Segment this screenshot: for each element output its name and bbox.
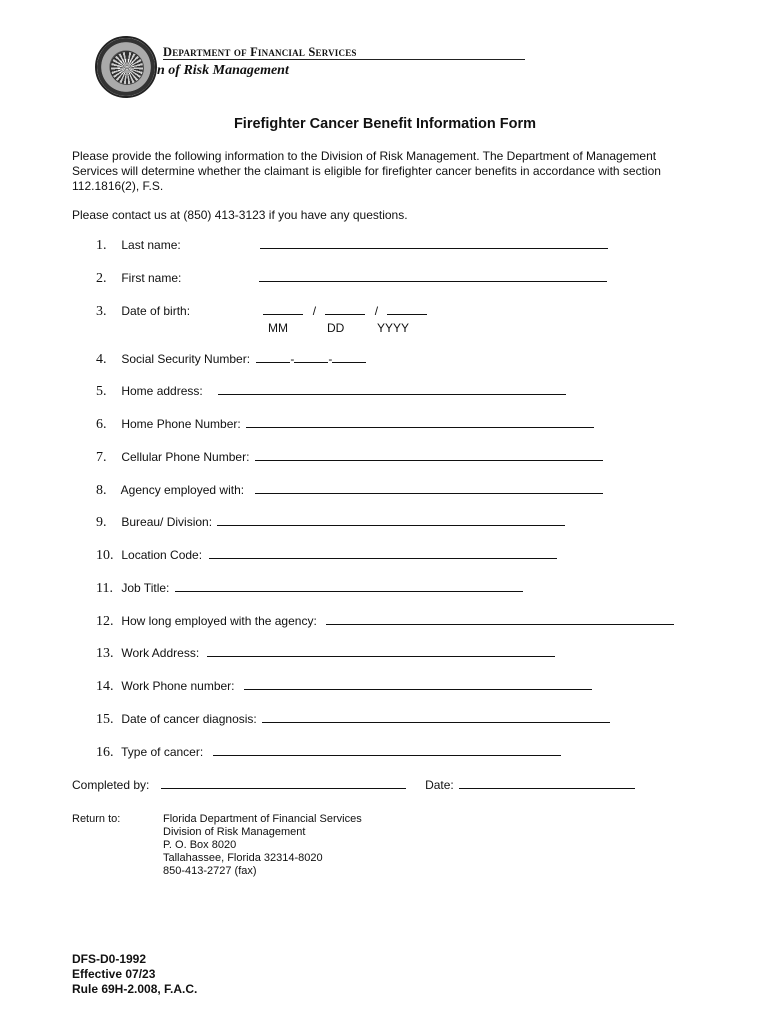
bureau-division-input-line[interactable] (217, 515, 565, 526)
rule-reference: Rule 69H-2.008, F.A.C. (72, 982, 198, 996)
agency-input-line[interactable] (255, 483, 603, 494)
field-label: Type of cancer: (121, 745, 204, 759)
field-number: 4. (96, 352, 107, 367)
completed-by-input-line[interactable] (161, 778, 406, 789)
form-number: DFS-D0-1992 (72, 952, 147, 966)
field-number: 1. (96, 238, 107, 253)
field-label: Agency employed with: (120, 483, 245, 497)
field-number: 2. (96, 271, 107, 286)
dob-mm-hint: MM (268, 321, 288, 335)
intro-paragraph: Please provide the following information to the Division of Risk Management. The Department of Management Services will determine whether the claimant is eligible for firefighter cancer benefits in accordance with section 112.1816(2), F.S. (72, 149, 661, 193)
date-input-line[interactable] (459, 778, 635, 789)
field-number: 6. (96, 417, 107, 432)
work-phone-input-line[interactable] (244, 679, 592, 690)
field-home-phone (96, 417, 594, 433)
field-label: Bureau/ Division: (121, 515, 213, 529)
address-line: Division of Risk Management (163, 826, 306, 838)
field-label: Home address: (121, 384, 203, 398)
field-location-code (96, 548, 557, 564)
last-name-input-line[interactable] (260, 238, 608, 249)
field-label: First name: (121, 271, 182, 285)
home-address-input-line[interactable] (218, 384, 566, 395)
field-number: 12. (96, 614, 114, 629)
field-label: Home Phone Number: (121, 417, 241, 431)
location-code-input-line[interactable] (209, 548, 557, 559)
dob-yyyy-hint: YYYY (377, 321, 410, 335)
date-label: Date: (425, 778, 454, 792)
field-job-title (96, 581, 523, 597)
field-agency (96, 483, 603, 499)
cancer-type-input-line[interactable] (213, 745, 561, 756)
field-number: 7. (96, 450, 107, 465)
field-label: Cellular Phone Number: (121, 450, 250, 464)
field-diagnosis-date (96, 712, 610, 728)
field-label: Social Security Number: (121, 352, 251, 366)
state-seal-logo (95, 36, 157, 98)
return-to-label: Return to: (72, 813, 121, 825)
field-cancer-type (96, 745, 561, 761)
field-date-of-birth (96, 304, 427, 320)
address-line: P. O. Box 8020 (163, 839, 237, 851)
ssn-separator: - (290, 352, 295, 366)
dob-dd-hint: DD (327, 321, 345, 335)
field-label: How long employed with the agency: (121, 614, 317, 628)
form-title: Firefighter Cancer Benefit Information Form (233, 116, 537, 132)
field-work-address (96, 646, 555, 662)
work-address-input-line[interactable] (207, 646, 555, 657)
address-line: 850-413-2727 (fax) (163, 865, 257, 877)
field-label: Work Address: (121, 646, 200, 660)
dob-slash: / (312, 304, 317, 318)
field-label: Date of cancer diagnosis: (121, 712, 257, 726)
field-label: Last name: (121, 238, 181, 252)
dob-day-input-line[interactable] (325, 304, 365, 315)
employment-length-input-line[interactable] (326, 614, 674, 625)
first-name-input-line[interactable] (259, 271, 607, 282)
field-last-name (96, 238, 608, 254)
dob-month-input-line[interactable] (263, 304, 303, 315)
field-label: Date of birth: (121, 304, 191, 318)
completed-by-label: Completed by: (72, 778, 150, 792)
field-bureau-division (96, 515, 565, 531)
address-line: Tallahassee, Florida 32314-8020 (163, 852, 323, 864)
field-work-phone (96, 679, 592, 695)
dob-year-input-line[interactable] (387, 304, 427, 315)
field-number: 9. (96, 515, 107, 530)
return-address (163, 813, 362, 878)
ssn-part2-input-line[interactable] (294, 352, 328, 363)
address-line: Florida Department of Financial Services (163, 813, 362, 825)
cell-phone-input-line[interactable] (255, 450, 603, 461)
field-home-address (96, 384, 566, 400)
field-number: 3. (96, 304, 107, 319)
field-label: Work Phone number: (121, 679, 235, 693)
header-rule (163, 59, 525, 60)
effective-date: Effective 07/23 (72, 967, 156, 981)
field-cell-phone (96, 450, 603, 466)
form-footer (72, 952, 197, 997)
division-name: n of Risk Management (157, 63, 289, 78)
contact-paragraph: Please contact us at (850) 413-3123 if you have any questions. (72, 208, 408, 222)
field-first-name (96, 271, 607, 287)
job-title-input-line[interactable] (175, 581, 523, 592)
field-number: 15. (96, 712, 114, 727)
ssn-part3-input-line[interactable] (332, 352, 366, 363)
home-phone-input-line[interactable] (246, 417, 594, 428)
ssn-part1-input-line[interactable] (256, 352, 290, 363)
dob-slash: / (374, 304, 379, 318)
field-ssn (96, 352, 366, 368)
field-label: Location Code: (121, 548, 203, 562)
field-number: 13. (96, 646, 114, 661)
field-label: Job Title: (121, 581, 170, 595)
field-number: 16. (96, 745, 114, 760)
diagnosis-date-input-line[interactable] (262, 712, 610, 723)
completed-by-row (72, 778, 635, 792)
field-number: 5. (96, 384, 107, 399)
field-number: 10. (96, 548, 114, 563)
field-number: 14. (96, 679, 114, 694)
field-employment-length (96, 614, 674, 630)
field-number: 11. (96, 581, 113, 596)
field-number: 8. (96, 483, 107, 498)
department-name: Department of Financial Services (163, 45, 357, 59)
ssn-separator: - (328, 352, 333, 366)
